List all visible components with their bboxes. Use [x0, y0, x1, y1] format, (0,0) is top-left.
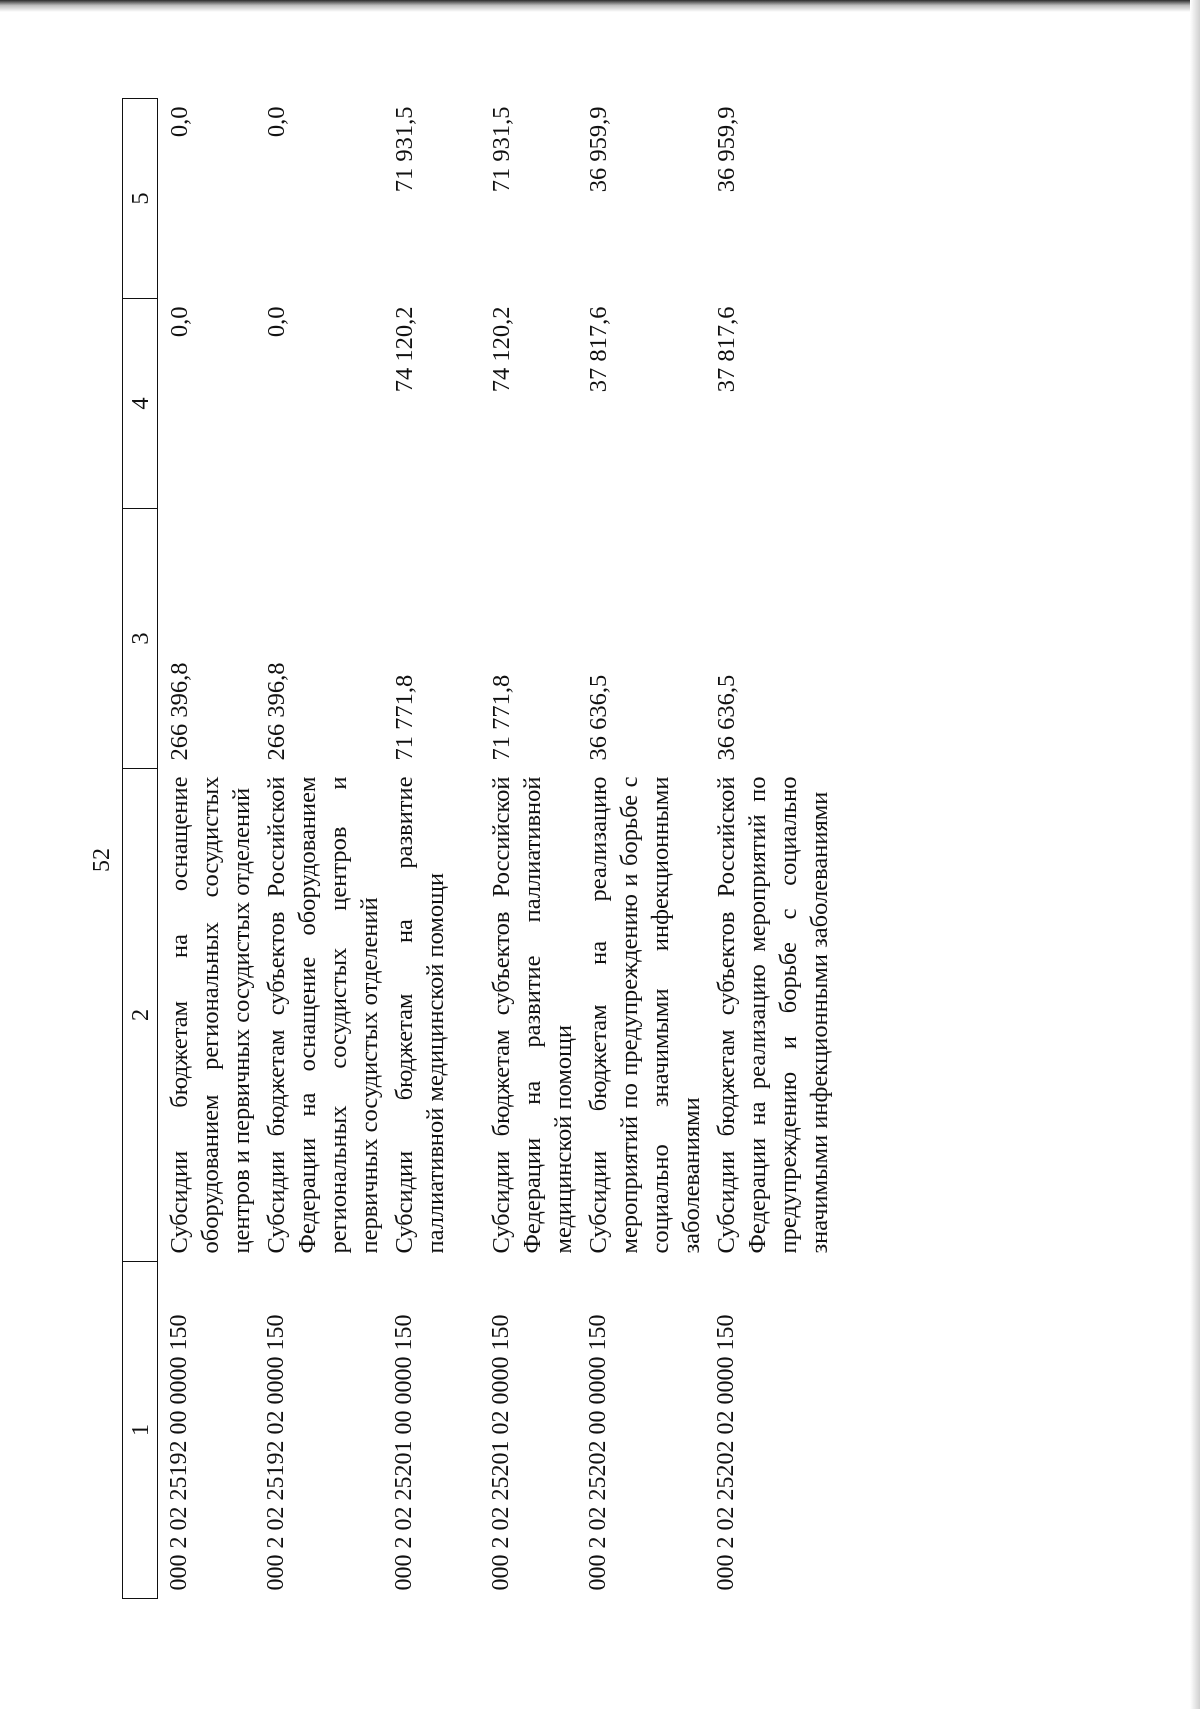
budget-revenue-table: [122, 98, 839, 1599]
scan-shadow-top: [0, 0, 1200, 12]
budget-code: 000 2 02 25192 00 0000 150: [166, 1314, 192, 1591]
amount-col4: 37 817,6: [713, 306, 740, 393]
table-row: [711, 99, 839, 1599]
revenue-name: Субсидии бюджетам на реализацию мероприятий по предупреждению и борьбе с социально значимыми инфекционными заболеваниями: [585, 776, 705, 1254]
budget-code: 000 2 02 25202 00 0000 150: [585, 1314, 611, 1591]
amount-col3: 71 771,8: [391, 674, 418, 761]
revenue-name: Субсидии бюджетам субъектов Российской Федерации на развитие паллиативной медицинской помощи: [488, 776, 577, 1254]
amount-col4: 37 817,6: [585, 306, 612, 393]
column-header-3: 3: [123, 509, 158, 769]
budget-code: 000 2 02 25202 02 0000 150: [713, 1314, 739, 1591]
amount-col4: 0,0: [263, 306, 290, 338]
revenue-name: Субсидии бюджетам субъектов Российской Федерации на реализацию мероприятий по предупреждению и борьбе с социально значимыми инфекционными заболеваниями: [713, 776, 833, 1254]
amount-col4: 0,0: [166, 306, 193, 338]
table-row: [389, 99, 486, 1599]
amount-col4: 74 120,2: [391, 306, 418, 393]
revenue-name: Субсидии бюджетам субъектов Российской Федерации на оснащение оборудованием региональных сосудистых центров и первичных сосудистых отделений: [263, 776, 383, 1254]
table-row: [486, 99, 583, 1599]
column-header-1: 1: [123, 1262, 158, 1599]
amount-col3: 266 396,8: [166, 662, 193, 761]
column-header-2: 2: [123, 769, 158, 1262]
table-row: [583, 99, 711, 1599]
scan-shadow-right: [1190, 0, 1200, 1709]
revenue-name: Субсидии бюджетам на оснащение оборудованием региональных сосудистых центров и первичных сосудистых отделений: [166, 776, 255, 1254]
amount-col4: 74 120,2: [488, 306, 515, 393]
amount-col5: 36 959,9: [713, 106, 740, 193]
amount-col5: 71 931,5: [391, 106, 418, 193]
table-header-row: [123, 99, 158, 1599]
budget-code: 000 2 02 25201 02 0000 150: [488, 1314, 514, 1591]
column-header-5: 5: [123, 99, 158, 299]
amount-col3: 71 771,8: [488, 674, 515, 761]
amount-col5: 36 959,9: [585, 106, 612, 193]
budget-code: 000 2 02 25201 00 0000 150: [391, 1314, 417, 1591]
revenue-name: Субсидии бюджетам на развитие паллиативной медицинской помощи: [391, 776, 449, 1254]
amount-col5: 0,0: [263, 106, 290, 138]
budget-code: 000 2 02 25192 02 0000 150: [263, 1314, 289, 1591]
page-number: 52: [89, 848, 115, 872]
column-header-4: 4: [123, 299, 158, 509]
rotated-table-area: [122, 99, 1182, 1599]
table-row: [261, 99, 389, 1599]
table-row: [158, 99, 262, 1599]
amount-col3: 36 636,5: [585, 674, 612, 761]
amount-col5: 0,0: [166, 106, 193, 138]
amount-col5: 71 931,5: [488, 106, 515, 193]
amount-col3: 36 636,5: [713, 674, 740, 761]
amount-col3: 266 396,8: [263, 662, 290, 761]
